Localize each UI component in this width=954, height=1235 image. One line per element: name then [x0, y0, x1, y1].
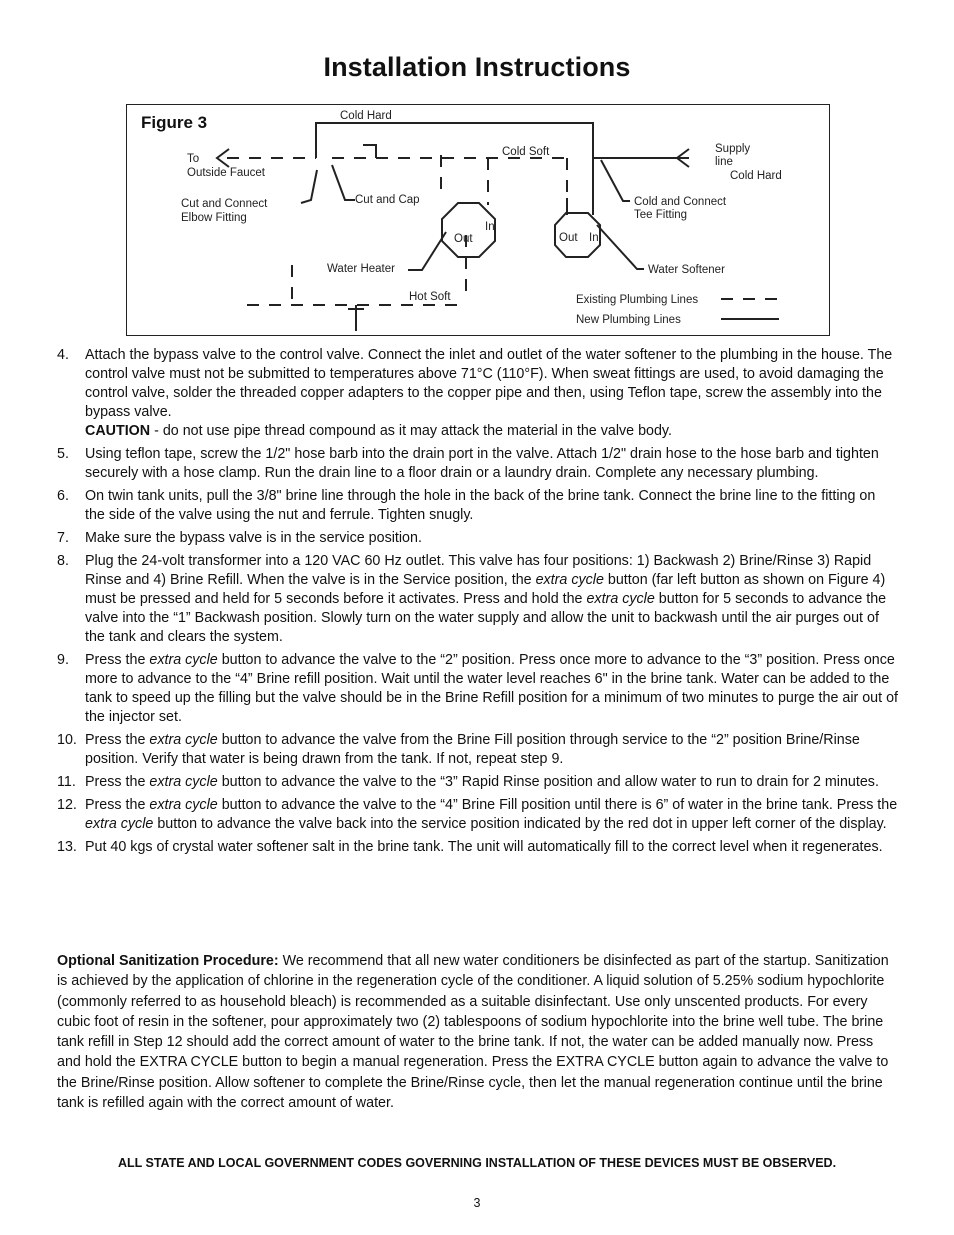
emphasis-extra-cycle: extra cycle — [535, 572, 604, 588]
instruction-steps — [57, 346, 899, 861]
label-cold-hard: Cold Hard — [340, 110, 392, 122]
step-text: Using teflon tape, screw the 1/2" hose barb into the drain port in the valve. Attach 1/2" drain hose to the hose barb and tighten securely with a hose clamp. Run the drain line to a floor drain or a laundry drain. Complete any necessary plumbing. — [85, 446, 879, 481]
emphasis-extra-cycle: extra cycle — [149, 774, 218, 790]
plumbing-diagram — [127, 105, 831, 337]
leader-water-heater — [408, 232, 446, 270]
step-number: 9. — [57, 652, 69, 668]
leader-water-softener — [597, 225, 644, 269]
label-cold-connect-1: Cold and Connect — [634, 196, 727, 208]
label-cut-connect-1: Cut and Connect — [181, 198, 268, 210]
step-5 — [57, 445, 899, 483]
figure-3-diagram — [126, 104, 830, 336]
step-12 — [57, 796, 899, 834]
step-text: button to advance the valve to the “2” position. Press once more to advance to the “3” position. Press once more to advance to the “4” Brine refill position. Wait until the water level reaches 6" in the brine tank. Water can be added to the tank to speed up the filling but the valve should be in the Brine Refill position for a minimum of two minutes to purge the air out of the injector set. — [85, 652, 898, 725]
label-line: line — [715, 156, 733, 168]
label-softener-out: Out — [559, 232, 578, 244]
step-11 — [57, 773, 899, 792]
step-text: Press the — [85, 797, 150, 813]
leader-cut-connect — [301, 170, 317, 203]
step-text: Press the — [85, 774, 150, 790]
label-cut-connect-2: Elbow Fitting — [181, 212, 247, 224]
label-outside-faucet: Outside Faucet — [187, 167, 265, 179]
label-supply: Supply — [715, 143, 751, 155]
label-heater-out: Out — [454, 233, 473, 245]
step-text: button (far left button as shown on Figure 4) must be pressed and held for 5 seconds before it activates. Press and hold the — [85, 572, 886, 607]
step-text: button to advance the valve from the Brine Fill position through service to the “2” position Brine/Rinse position. Verify that water is being drawn from the tank. If not, repeat step 9. — [85, 732, 860, 767]
emphasis-extra-cycle: extra cycle — [149, 652, 218, 668]
step-text: button to advance the valve to the “4” Brine Fill position until there is 6” of water in the brine tank. Press the — [217, 797, 898, 813]
step-text: Attach the bypass valve to the control valve. Connect the inlet and outlet of the water softener to the plumbing in the house. The control valve must not be submitted to temperatures above 71°C (110°F). When sweat fittings are used, to avoid damaging the control valve, solder the threaded copper adapters to the copper pipe and then, using Teflon tape, screw the assembly into the bypass valve. — [85, 347, 893, 420]
figure-label: Figure 3 — [141, 113, 208, 132]
label-supply-cold-hard: Cold Hard — [730, 170, 782, 182]
step-number: 5. — [57, 446, 69, 462]
emphasis-extra-cycle: extra cycle — [85, 816, 154, 832]
label-water-softener: Water Softener — [648, 264, 725, 276]
emphasis-extra-cycle: extra cycle — [149, 732, 218, 748]
step-text: Press the — [85, 732, 150, 748]
step-number: 11. — [57, 774, 76, 790]
step-number: 6. — [57, 488, 69, 504]
leader-cut-cap — [332, 165, 355, 200]
cold-hard-new-line — [316, 123, 593, 158]
sanitization-text: We recommend that all new water conditioners be disinfected as part of the startup. Sanitization is achieved by the application of chlorine in the regeneration cycle of the conditioner. A liquid solution of 5.25% sodium hypochlorite (commonly referred to as household bleach) is recommended as a suitable disinfectant. Use only unscented products. For every cubic foot of resin in the softener, pour approximately two (2) tablespoons of sodium hypochlorite into the brine well tube. The brine tank refill in Step 12 should add the correct amount of water to the brine tank. If not, the water can be added manually now. Press and hold the EXTRA CYCLE button to begin a manual regeneration. Press the EXTRA CYCLE button again to advance the valve to the Brine/Rinse position. Allow softener to complete the Brine/Rinse cycle, then let the manual regeneration continue until the brine tank is refilled again with the correct amount of water. — [57, 953, 889, 1112]
cut-and-cap-symbol — [363, 145, 376, 158]
legend-new-label: New Plumbing Lines — [576, 314, 681, 326]
label-softener-in: In — [589, 232, 599, 244]
label-cold-soft: Cold Soft — [502, 146, 550, 158]
step-text: button to advance the valve to the “3” Rapid Rinse position and allow water to run to drain for 2 minutes. — [217, 774, 879, 790]
step-9 — [57, 651, 899, 727]
caution-label: CAUTION — [85, 423, 151, 439]
step-text: Plug the 24-volt transformer into a 120 VAC 60 Hz outlet. This valve has four positions: 1) Backwash 2) Brine/Rinse 3) Rapid Rinse and 4) Brine Refill. When the valve is in the Service position, the — [85, 553, 872, 588]
step-7 — [57, 529, 899, 548]
label-heater-in: In — [485, 221, 495, 233]
label-hot-soft: Hot Soft — [409, 291, 451, 303]
step-13 — [57, 838, 899, 857]
step-text: button to advance the valve back into the service position indicated by the red dot in upper left corner of the display. — [153, 816, 887, 832]
step-number: 12. — [57, 797, 77, 813]
step-text: button for 5 seconds to advance the valve into the “1” Backwash position. Slowly turn on the water supply and allow the unit to backwash until the air purges out of the tank and clears the system. — [85, 591, 887, 645]
label-cold-connect-2: Tee Fitting — [634, 209, 688, 221]
label-to: To — [187, 153, 200, 165]
step-text: Press the — [85, 652, 150, 668]
government-codes-notice: ALL STATE AND LOCAL GOVERNMENT CODES GOVERNING INSTALLATION OF THESE DEVICES MUST BE OBSERVED. — [117, 1156, 837, 1170]
step-number: 4. — [57, 347, 69, 363]
step-number: 8. — [57, 553, 69, 569]
step-4 — [57, 346, 899, 441]
caution-text: - do not use pipe thread compound as it may attack the material in the valve body. — [150, 423, 672, 439]
step-text: Make sure the bypass valve is in the service position. — [85, 530, 422, 546]
label-water-heater: Water Heater — [327, 263, 395, 275]
sanitization-heading: Optional Sanitization Procedure: — [57, 953, 279, 969]
page-number: 3 — [473, 1196, 481, 1210]
leader-cold-connect — [601, 160, 630, 201]
step-number: 13. — [57, 839, 77, 855]
emphasis-extra-cycle: extra cycle — [149, 797, 218, 813]
step-text: On twin tank units, pull the 3/8" brine line through the hole in the back of the brine tank. Connect the brine line to the fitting on the side of the valve using the nut and ferrule. Tighten snugly. — [85, 488, 876, 523]
page-title: Installation Instructions — [323, 52, 631, 82]
step-6 — [57, 487, 899, 525]
step-10 — [57, 731, 899, 769]
emphasis-extra-cycle: extra cycle — [586, 591, 655, 607]
sanitization-paragraph — [57, 951, 899, 1113]
label-cut-and-cap: Cut and Cap — [355, 194, 420, 206]
step-text: Put 40 kgs of crystal water softener salt in the brine tank. The unit will automatically fill to the correct level when it regenerates. — [85, 839, 883, 855]
step-8 — [57, 552, 899, 647]
legend-existing-label: Existing Plumbing Lines — [576, 294, 699, 306]
step-number: 10. — [57, 732, 77, 748]
step-number: 7. — [57, 530, 69, 546]
